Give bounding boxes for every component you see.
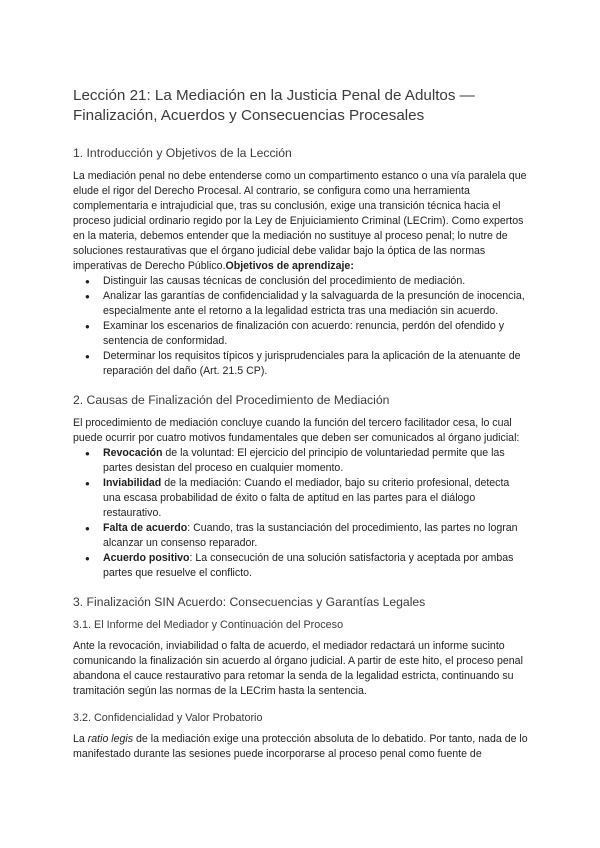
cause-term: Revocación <box>103 447 163 459</box>
confidentiality-paragraph <box>73 732 529 762</box>
cause-text: : Cuando, tras la sustanciación del procedimiento, las partes no logran alcanzar un consenso reparador. <box>103 522 518 549</box>
text-run: La <box>73 733 88 745</box>
list-item: ● Analizar las garantías de confidencialidad y la salvaguarda de la presunción de inocencia, especialmente ante el retorno a la legalidad estricta tras una mediación sin acuerdo. <box>103 289 529 319</box>
subsection-heading: 3.1. El Informe del Mediador y Continuación del Proceso <box>73 619 344 631</box>
subsection-heading: 3.2. Confidencialidad y Valor Probatorio <box>73 712 263 724</box>
section-heading: 1. Introducción y Objetivos de la Lección <box>73 146 292 160</box>
report-paragraph: Ante la revocación, inviabilidad o falta de acuerdo, el mediador redactará un informe sucinto comunicando la finalización sin acuerdo al órgano judicial. A partir de este hito, el proceso penal abandona el cauce restaurativo para retomar la senda de la legalidad estricta, continuando su tramitación según las normas de la LECrim hasta la sentencia. <box>73 640 523 697</box>
list-item <box>103 551 529 581</box>
causes-list <box>73 446 529 581</box>
cause-term: Acuerdo positivo <box>103 552 190 564</box>
intro-paragraph <box>73 169 529 274</box>
cause-text: de la mediación: Cuando el mediador, bajo su criterio profesional, detecta una escasa probabilidad de éxito o falta de aptitud en las partes para el diálogo restaurativo. <box>103 477 510 519</box>
section-no-agreement <box>73 595 529 762</box>
list-item <box>103 446 529 476</box>
section-heading: 2. Causas de Finalización del Procedimiento de Mediación <box>73 393 390 407</box>
cause-text: de la voluntad: El ejercicio del principio de voluntariedad permite que las partes desistan del proceso en cualquier momento. <box>103 447 505 474</box>
causes-paragraph: El procedimiento de mediación concluye cuando la función del tercero facilitador cesa, lo cual puede ocurrir por cuatro motivos fundamentales que deben ser comunicados al órgano judicial: <box>73 417 520 444</box>
list-item: ● Examinar los escenarios de finalización con acuerdo: renuncia, perdón del ofendido y sentencia de conformidad. <box>103 319 529 349</box>
text-run: de la mediación exige una protección absoluta de lo debatido. Por tanto, nada de lo manifestado durante las sesiones puede incorporarse al proceso penal como fuente de <box>73 733 528 760</box>
objectives-label: Objetivos de aprendizaje: <box>225 260 354 272</box>
cause-term: Inviabilidad <box>103 477 162 489</box>
subsection-confidentiality <box>73 711 529 762</box>
section-causes <box>73 393 529 581</box>
emphasis-ratio-legis: ratio legis <box>87 733 134 745</box>
cause-text: : La consecución de una solución satisfactoria y aceptada por ambas partes que resuelve el conflicto. <box>103 552 514 579</box>
document-page <box>73 86 529 776</box>
list-item <box>103 521 529 551</box>
section-introduction <box>73 146 529 379</box>
cause-term: Falta de acuerdo <box>103 522 188 534</box>
lesson-title: Lección 21: La Mediación en la Justicia Penal de Adultos — Finalización, Acuerdos y Consecuencias Procesales <box>73 87 475 124</box>
subsection-report <box>73 618 529 699</box>
list-item: ● Distinguir las causas técnicas de conclusión del procedimiento de mediación. <box>103 274 529 289</box>
list-item: ● Determinar los requisitos típicos y jurisprudenciales para la aplicación de la atenuante de reparación del daño (Art. 21.5 CP). <box>103 349 529 379</box>
objectives-list <box>73 274 529 379</box>
intro-text: La mediación penal no debe entenderse como un compartimento estanco o una vía paralela que elude el rigor del Derecho Procesal. Al contrario, se configura como una herramienta complementaria e intrajudicial que, tras su conclusión, exige una transición técnica hacia el proceso judicial ordinario regido por la Ley de Enjuiciamiento Criminal (LECrim). Como expertos en la materia, debemos entender que la mediación no sustituye al proceso penal; lo nutre de soluciones restaurativas que el órgano judicial debe validar bajo la óptica de las normas imperativas de Derecho Público. <box>73 170 527 272</box>
list-item <box>103 476 529 521</box>
section-heading: 3. Finalización SIN Acuerdo: Consecuencias y Garantías Legales <box>73 595 426 609</box>
